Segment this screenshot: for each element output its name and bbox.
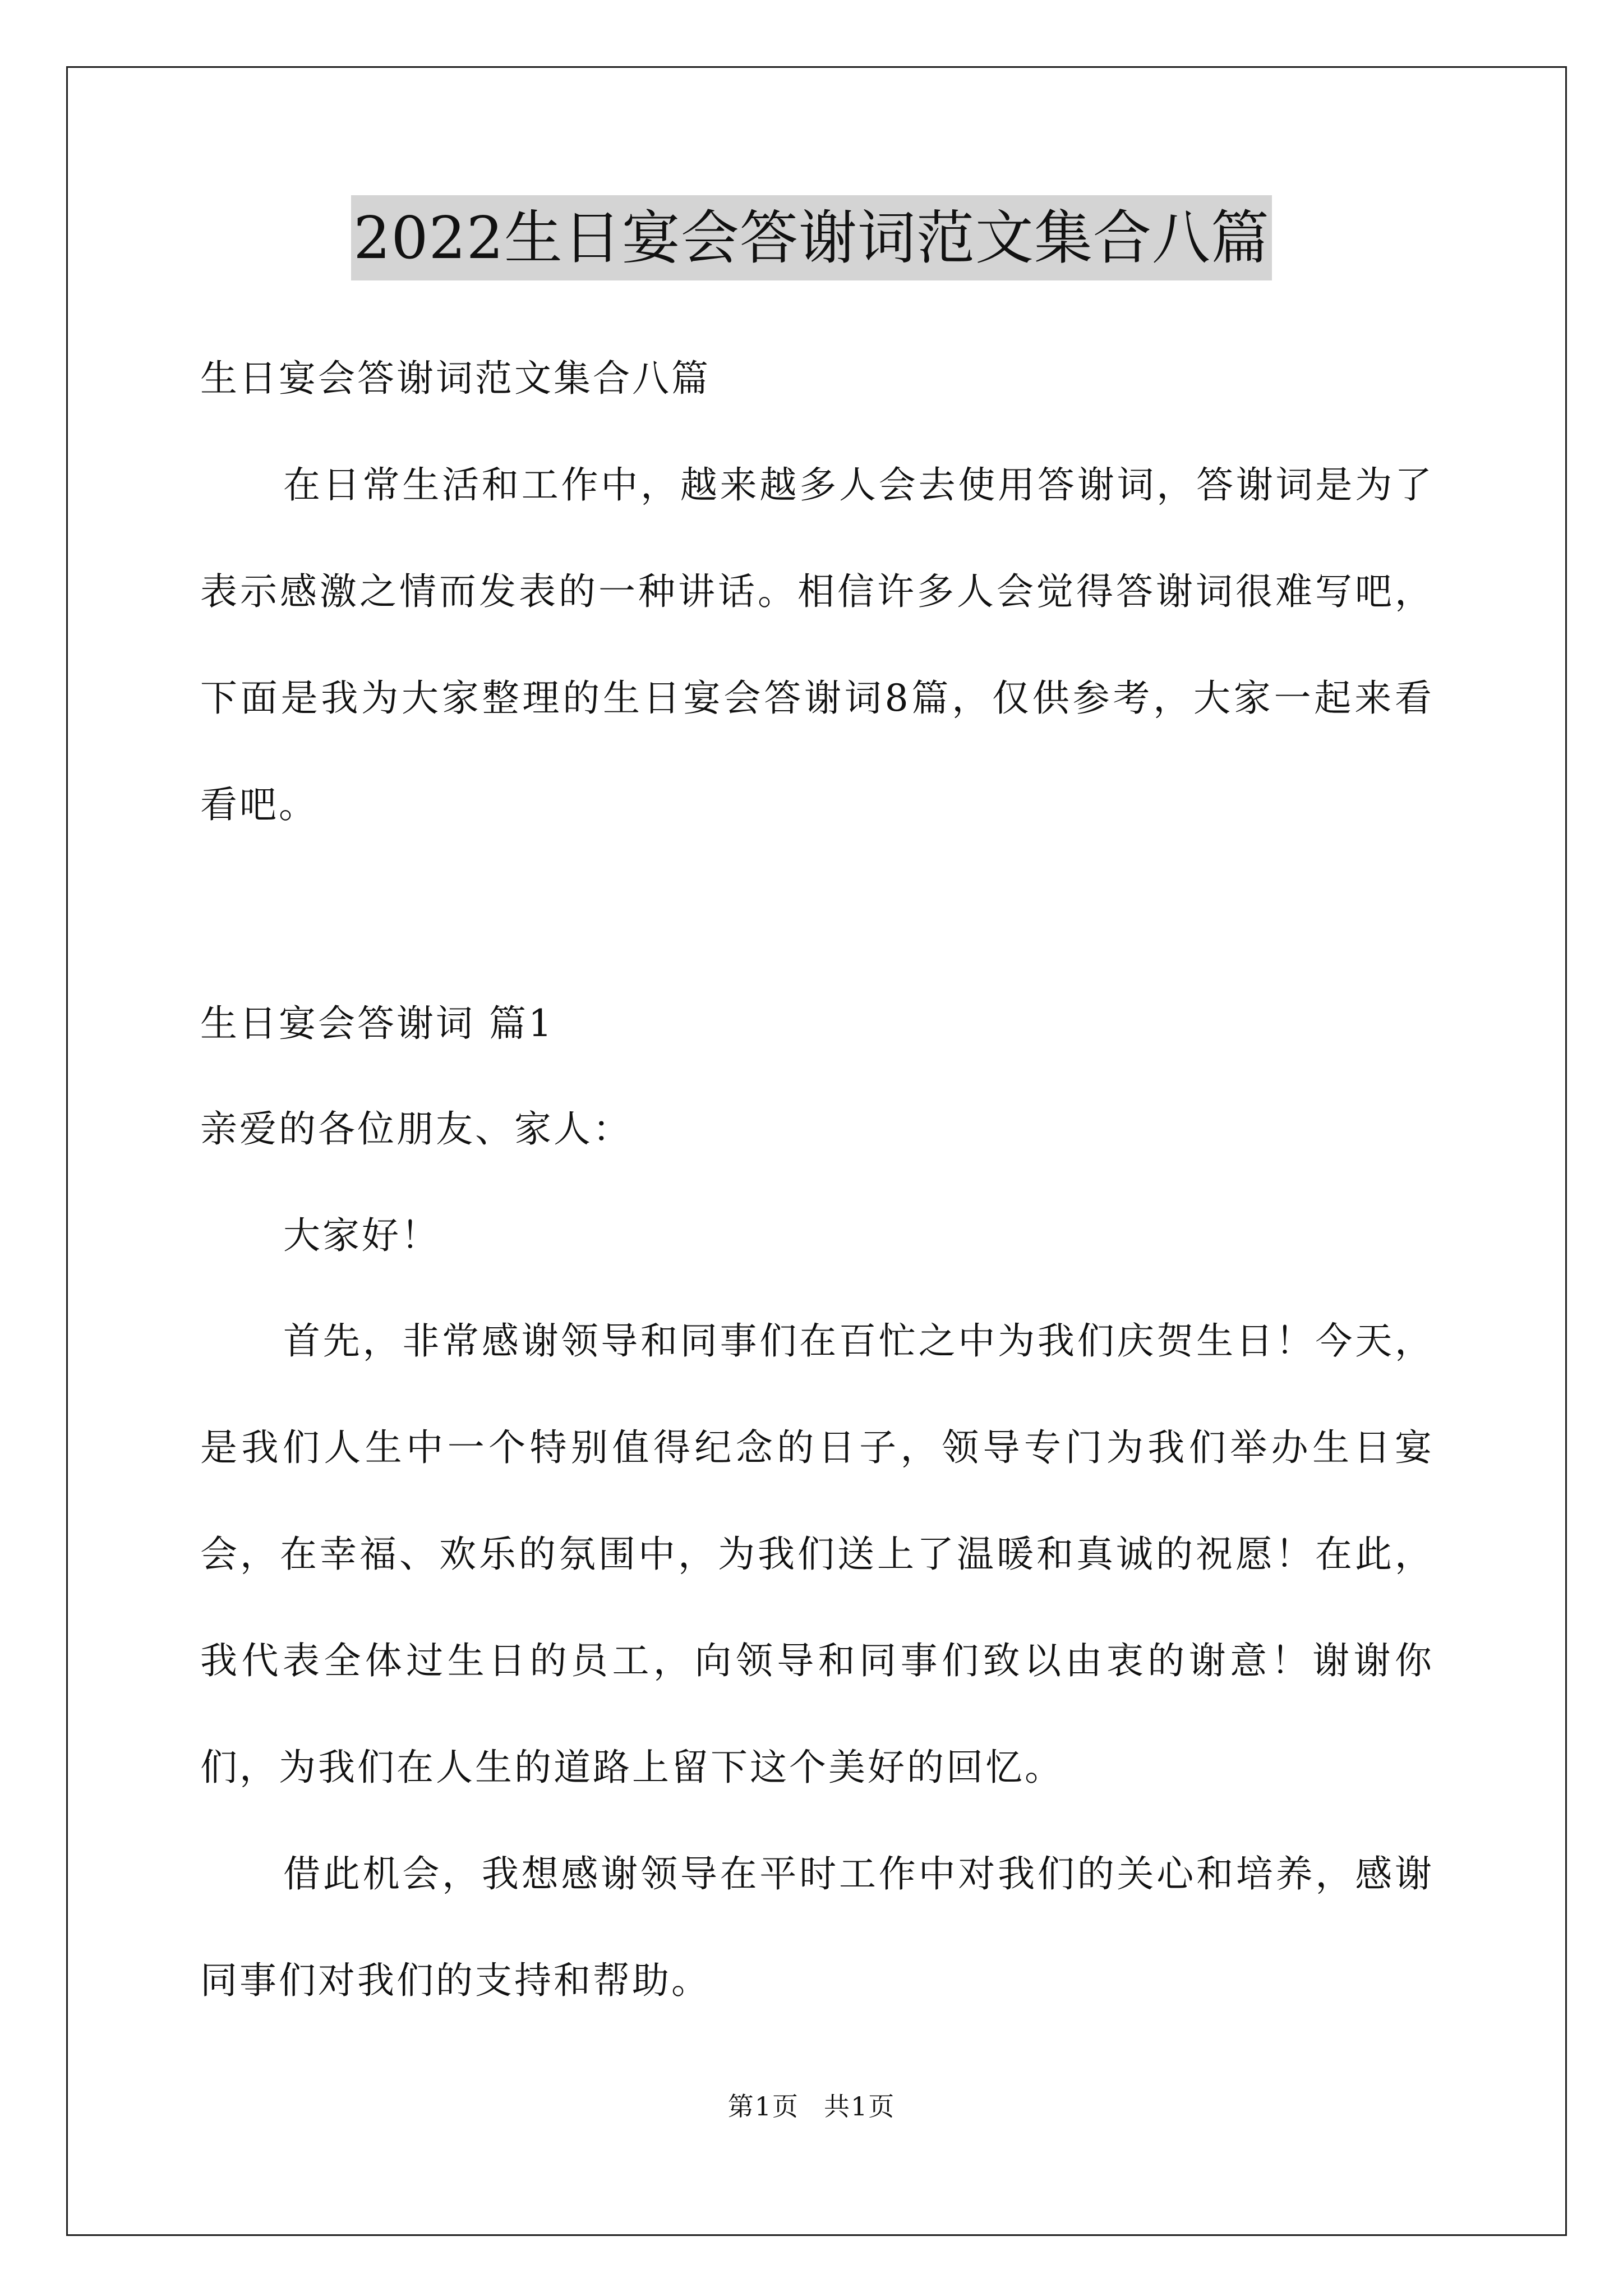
- salutation: 亲爱的各位朋友、家人：: [200, 1107, 632, 1151]
- section-heading: 生日宴会答谢词 篇1: [200, 1002, 554, 1045]
- page-number-current: 第1页: [727, 2091, 799, 2122]
- title-container: [0, 195, 1623, 280]
- document-subtitle: 生日宴会答谢词范文集合八篇: [200, 357, 711, 400]
- body-paragraph-2: 借此机会，我想感谢领导在平时工作中对我们的关心和培养，感谢同事们对我们的支持和帮助。: [200, 1852, 1434, 2002]
- page-number-total: 共1页: [824, 2091, 896, 2122]
- page-footer: [0, 2090, 1623, 2123]
- intro-paragraph: 在日常生活和工作中，越来越多人会去使用答谢词，答谢词是为了表示感激之情而发表的一种讲话。相信许多人会觉得答谢词很难写吧，下面是我为大家整理的生日宴会答谢词8篇，仅供参考，大家一起来看看吧。: [200, 463, 1434, 826]
- greeting: 大家好！: [283, 1214, 440, 1257]
- document-title: 2022生日宴会答谢词范文集合八篇: [351, 195, 1272, 280]
- body-paragraph-1: 首先，非常感谢领导和同事们在百忙之中为我们庆贺生日！今天，是我们人生中一个特别值得纪念的日子，领导专门为我们举办生日宴会，在幸福、欢乐的氛围中，为我们送上了温暖和真诚的祝愿！在此，我代表全体过生日的员工，向领导和同事们致以由衷的谢意！谢谢你们，为我们在人生的道路上留下这个美好的回忆。: [200, 1319, 1434, 1789]
